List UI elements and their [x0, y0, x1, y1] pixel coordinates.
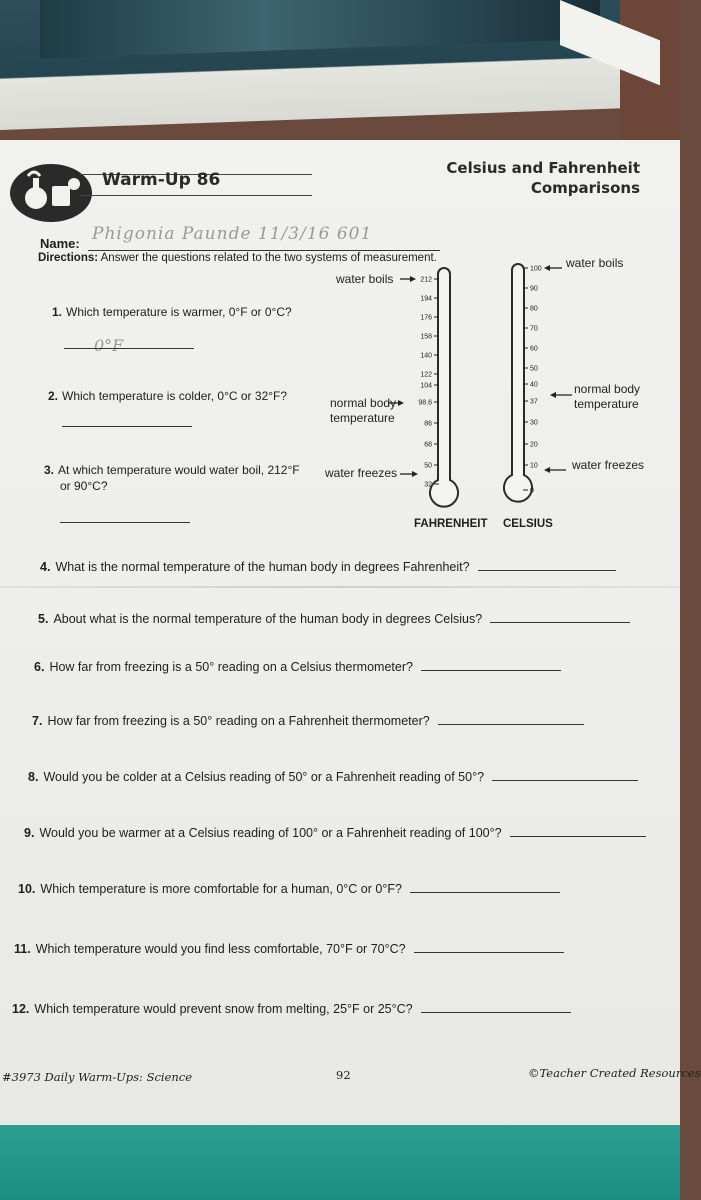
question-10-answer-line[interactable]	[410, 891, 560, 893]
paper-fold-crease	[0, 586, 680, 588]
fahrenheit-tick-label: 98.6	[418, 399, 432, 407]
fahrenheit-tick-label: 50	[424, 462, 432, 470]
celsius-thermometer	[504, 264, 532, 502]
normal-body-label-f	[330, 396, 396, 426]
question-number: 5.	[38, 612, 49, 626]
topic-title	[420, 158, 640, 198]
question-2-answer-line[interactable]	[62, 426, 192, 427]
water-boils-label-c: water boils	[566, 256, 624, 270]
question-number: 8.	[28, 770, 39, 784]
question-text: Which temperature would you find less comfortable, 70°F or 70°C?	[35, 942, 406, 956]
fahrenheit-caption: FAHRENHEIT	[414, 518, 488, 530]
question-5	[38, 612, 630, 626]
celsius-tick-label: 70	[530, 325, 538, 333]
question-number: 12.	[12, 1002, 30, 1016]
book-cover-art	[40, 0, 600, 59]
fahrenheit-tick-label: 68	[424, 441, 432, 449]
celsius-tick-label: 90	[530, 285, 538, 293]
question-text: At which temperature would water boil, 212°F	[58, 463, 300, 477]
question-number: 2.	[48, 389, 59, 403]
celsius-tick-label: 100	[530, 265, 542, 273]
background-folder	[0, 1115, 680, 1200]
arrow-head	[544, 467, 550, 473]
celsius-tick-label: 80	[530, 305, 538, 313]
arrow-head	[544, 265, 550, 271]
directions-label: Directions:	[38, 252, 99, 264]
topic-title-line1: Celsius and Fahrenheit	[446, 159, 640, 177]
footer-book-title: #3973 Daily Warm-Ups: Science	[2, 1070, 193, 1084]
celsius-tick-label: 40	[530, 381, 538, 389]
celsius-tick-label: 0	[530, 487, 534, 495]
celsius-ticks	[523, 266, 542, 495]
question-text: Which temperature is colder, 0°C or 32°F?	[62, 389, 288, 403]
question-text: Which temperature would prevent snow from melting, 25°F or 25°C?	[34, 1002, 413, 1016]
fahrenheit-tick-label: 140	[420, 352, 432, 360]
question-6-answer-line[interactable]	[421, 669, 561, 671]
celsius-tick-label: 60	[530, 345, 538, 353]
fahrenheit-tick-label: 32	[424, 481, 432, 489]
question-4	[40, 560, 616, 574]
question-9	[24, 826, 646, 840]
question-7-answer-line[interactable]	[438, 723, 584, 725]
normal-body-line2: temperature	[330, 411, 395, 425]
normal-body-line1: normal body	[330, 396, 397, 410]
arrow-head	[550, 392, 556, 398]
question-number: 7.	[32, 714, 43, 728]
question-3	[44, 462, 314, 494]
celsius-tick-label: 50	[530, 365, 538, 373]
normal-body-line2: temperature	[574, 397, 639, 411]
fahrenheit-tick-label: 122	[420, 371, 432, 379]
question-text: How far from freezing is a 50° reading on a Celsius thermometer?	[49, 660, 413, 674]
question-2	[48, 388, 318, 404]
question-number: 11.	[14, 942, 31, 956]
question-8-answer-line[interactable]	[492, 779, 638, 781]
question-text-continued: or 90°C?	[60, 479, 108, 493]
question-12	[12, 1002, 571, 1016]
question-number: 6.	[34, 660, 45, 674]
question-number: 10.	[18, 882, 36, 896]
question-1-handwritten-answer: 0°F	[94, 336, 124, 355]
question-text: How far from freezing is a 50° reading on a Fahrenheit thermometer?	[47, 714, 430, 728]
fahrenheit-tick-label: 212	[420, 276, 432, 284]
question-11-answer-line[interactable]	[414, 951, 564, 953]
topic-title-line2: Comparisons	[530, 179, 640, 197]
question-1	[52, 304, 322, 320]
water-freezes-label-c: water freezes	[572, 458, 645, 472]
question-11	[14, 942, 564, 956]
directions-text: Answer the questions related to the two systems of measurement.	[100, 252, 437, 264]
normal-body-line1: normal body	[574, 382, 641, 396]
question-4-answer-line[interactable]	[478, 569, 616, 571]
name-label: Name:	[40, 236, 80, 251]
question-10	[18, 882, 560, 896]
question-9-answer-line[interactable]	[510, 835, 646, 837]
question-text: Would you be colder at a Celsius reading of 50° or a Fahrenheit reading of 50°?	[43, 770, 485, 784]
celsius-tick-label: 37	[530, 398, 538, 406]
name-field-line	[88, 250, 440, 251]
background-book	[0, 0, 640, 130]
question-number: 4.	[40, 560, 51, 574]
water-boils-label-f: water boils	[336, 272, 394, 286]
celsius-tick-label: 10	[530, 462, 538, 470]
question-3-answer-line[interactable]	[60, 522, 190, 523]
question-text: Which temperature is warmer, 0°F or 0°C?	[66, 305, 292, 319]
normal-body-label-c	[574, 382, 640, 412]
celsius-tick-label: 20	[530, 441, 538, 449]
question-6	[34, 660, 561, 674]
worksheet-page	[0, 140, 701, 1125]
fahrenheit-tick-label: 86	[424, 420, 432, 428]
celsius-caption: CELSIUS	[503, 518, 553, 530]
footer-page-number: 92	[336, 1068, 351, 1082]
question-7	[32, 714, 584, 728]
fahrenheit-ticks	[418, 277, 439, 489]
arrow-head	[410, 276, 416, 282]
question-text: About what is the normal temperature of the human body in degrees Celsius?	[53, 612, 483, 626]
name-handwritten-value: Phigonia Paunde 11/3/16 601	[92, 224, 373, 244]
footer-publisher: ©Teacher Created Resources	[528, 1066, 701, 1080]
fahrenheit-thermometer	[430, 268, 458, 507]
fahrenheit-tick-label: 194	[420, 295, 432, 303]
question-number: 1.	[52, 305, 63, 319]
question-number: 3.	[44, 463, 55, 477]
question-text: Would you be warmer at a Celsius reading of 100° or a Fahrenheit reading of 100°?	[39, 826, 502, 840]
water-freezes-label-f: water freezes	[325, 466, 398, 480]
question-text: What is the normal temperature of the human body in degrees Fahrenheit?	[55, 560, 470, 574]
question-8	[28, 770, 638, 784]
fahrenheit-tick-label: 104	[420, 382, 432, 390]
fahrenheit-tick-label: 176	[420, 314, 432, 322]
question-12-answer-line[interactable]	[421, 1011, 571, 1013]
arrow-head	[398, 400, 404, 406]
celsius-tick-label: 30	[530, 419, 538, 427]
arrow-head	[412, 471, 418, 477]
question-text: Which temperature is more comfortable for a human, 0°C or 0°F?	[40, 882, 402, 896]
warmup-title: Warm-Up 86	[102, 170, 221, 190]
question-1-answer-line[interactable]	[64, 348, 194, 349]
question-5-answer-line[interactable]	[490, 621, 630, 623]
fahrenheit-tick-label: 158	[420, 333, 432, 341]
question-number: 9.	[24, 826, 35, 840]
